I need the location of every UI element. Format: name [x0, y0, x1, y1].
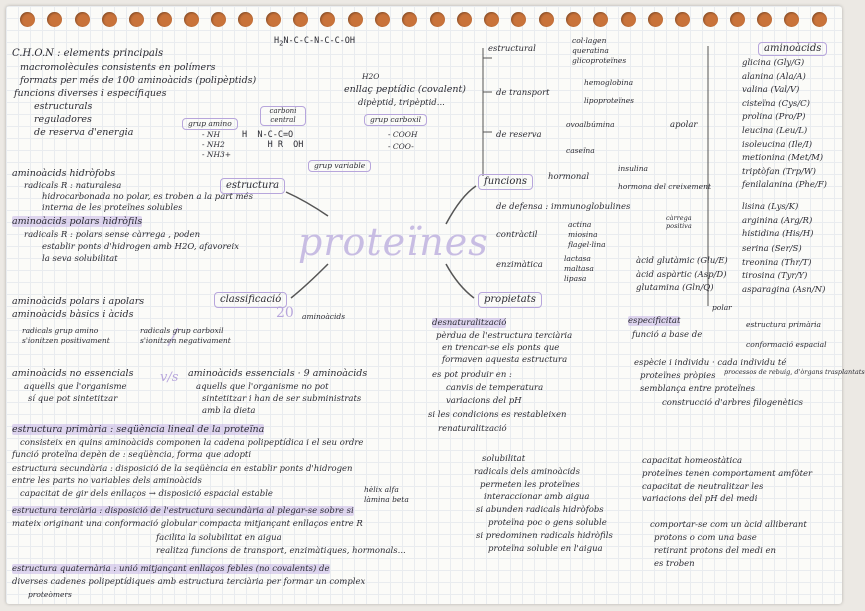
tertiary-detail: facilita la solubilitat en aigua: [156, 533, 282, 543]
amino-acid-item: serina (Ser/S): [742, 244, 802, 254]
hydrophilic-line: radicals R : polars sense càrrega , poden: [24, 230, 201, 240]
peptide-bond-label: enllaç peptídic (covalent): [344, 84, 467, 95]
function-example: glicoproteïnes: [572, 56, 627, 65]
formed-line: formats per més de 100 aminoàcids (polipèptids): [20, 75, 257, 86]
arrow-to-estructura: [286, 192, 328, 216]
radicals-amino: s'ionitzen positivament: [22, 336, 110, 345]
specificity-item: conformació espacial: [746, 340, 827, 349]
function-structural: estructural: [488, 44, 536, 54]
tertiary-detail: realitza funcions de transport, enzimàtiques, hormonals...: [156, 546, 406, 556]
nh-item: - NH: [202, 130, 221, 139]
solubility-line: proteïna soluble en l'aigua: [488, 544, 603, 554]
amino-acid-item: tirosina (Tyr/Y): [742, 271, 808, 282]
twenty-count: 20: [276, 305, 294, 321]
node-funcions: funcions: [478, 174, 533, 190]
hydrophobic-line: interna de les proteïnes solubles: [42, 203, 183, 213]
cooh-item: - COOH: [388, 130, 418, 139]
central-carbon-label: carboni central: [260, 106, 306, 126]
specificity-line: proteïnes pròpies: [640, 371, 716, 381]
node-classificacio: classificació: [214, 292, 287, 308]
peptides-label: dipèptid, tripèptid...: [358, 98, 445, 108]
essential: aminoàcids essencials · 9 aminoàcids: [188, 368, 368, 379]
specificity-title: especificitat: [628, 316, 681, 326]
function-reserve: de reserva: [496, 130, 542, 140]
solubility-line: permeten les proteïnes: [480, 480, 580, 490]
solubility-line: si predominen radicals hidròfils: [476, 531, 613, 541]
amino-acid-item: lisina (Lys/K): [742, 202, 799, 212]
amino-acid-item: treonina (Thr/T): [742, 257, 812, 268]
buffer-title: capacitat homeostàtica: [642, 456, 743, 466]
denaturation-title: desnaturalització: [432, 318, 507, 328]
amino-acid-item: alanina (Ala/A): [742, 71, 806, 82]
solubility-line: radicals dels aminoàcids: [474, 467, 580, 477]
amino-acid-item: valina (Val/V): [742, 85, 800, 96]
function-example: hemoglobina: [584, 78, 634, 87]
function-item: reguladores: [34, 114, 92, 125]
quaternary-detail: proteòmers: [28, 590, 72, 599]
primary-structure: estructura primària : seqüència lineal de la proteïna: [12, 424, 265, 435]
function-contractile: contràctil: [496, 230, 538, 240]
function-example: lipoproteïnes: [584, 96, 634, 105]
specificity-note: processos de rebuig, d'òrgans trasplantats: [724, 368, 865, 376]
functions-bracket: [483, 48, 492, 176]
function-example: actina: [568, 220, 592, 229]
primary-detail: consisteix en quins aminoàcids componen la cadena polipeptídica i el seu ordre: [20, 438, 364, 448]
amino-acid-item: leucina (Leu/L): [742, 126, 808, 136]
notebook-page: [6, 6, 865, 604]
hydrophilic-line: establir ponts d'hidrogen amb H2O, afavoreix: [42, 242, 240, 252]
carboxyl-group-label: grup carboxil: [364, 114, 427, 126]
secondary-structure: estructura secundària : disposició de la seqüència en establir ponts d'hidrogen: [12, 464, 353, 474]
polar-label: polar: [712, 303, 732, 312]
secondary-detail: capacitat de gir dels enllaços → disposició espacial estable: [20, 489, 273, 499]
solubility-line: interaccionar amb aigua: [484, 492, 590, 502]
function-example: ovoalbúmina: [566, 120, 615, 129]
essential-desc: sintetitzar i han de ser subministrats: [202, 394, 362, 404]
twenty-label: aminoàcids: [302, 312, 346, 321]
function-example: caseïna: [566, 146, 595, 155]
denaturation-produce: es pot produir en :: [432, 370, 512, 380]
peptide-formula: $H_2N-C-C-N-C-C-OH$: [274, 36, 356, 48]
positive-label: càrrega positiva: [666, 214, 692, 230]
specificity-line: construcció d'arbres filogenètics: [662, 398, 803, 408]
nh-item: - NH3+: [202, 150, 232, 159]
arrow-to-funcions: [446, 186, 476, 224]
amino-acid-item: histidina (His/H): [742, 229, 814, 240]
functions-line: funcions diverses i específiques: [14, 88, 167, 99]
page-title: proteïnes: [298, 220, 489, 264]
quaternary-structure: estructura quaternària : unió mitjançant enllaços febles (no covalents) de: [12, 564, 330, 574]
function-hormonal: hormonal: [548, 172, 590, 182]
buffer-line: proteïnes tenen comportament amfòter: [642, 469, 813, 479]
tertiary-structure: estructura terciària : disposició de l'estructura secundària al plegar-se sobre si: [12, 506, 354, 516]
amino-acid-item: glicina (Gly/G): [742, 58, 805, 68]
function-transport: de transport: [496, 88, 550, 98]
amino-acid-item: àcid glutàmic (Glu/E): [636, 256, 728, 266]
solubility-line: proteïna poc o gens soluble: [488, 518, 607, 528]
amino-acid-item: prolina (Pro/P): [742, 112, 806, 123]
amino-acid-item: glutamina (Gln/Q): [636, 283, 714, 294]
function-example: lactasa: [564, 254, 591, 263]
essential-desc: aquells que l'organisme no pot: [196, 382, 329, 392]
function-example: insulina: [618, 164, 649, 173]
variable-group-label: grup variable: [308, 160, 371, 172]
secondary-detail: entre les parts no variables dels aminoàcids: [12, 476, 202, 486]
function-example: col·lagen: [572, 36, 607, 45]
buffer-line: variacions del pH del medi: [642, 494, 758, 504]
radicals-amino: radicals grup amino: [22, 326, 99, 335]
non-essential-desc: sí que pot sintetitzar: [28, 394, 118, 404]
function-example: hormona del creixement: [618, 182, 711, 191]
specificity-line: espècie i individu · cada individu té: [634, 358, 787, 368]
solubility-title: solubilitat: [482, 454, 526, 464]
arrow-to-propietats: [446, 264, 474, 298]
non-essential: aminoàcids no essencials: [12, 368, 134, 379]
renaturation: renaturalització: [438, 424, 507, 434]
vs-label: v/s: [160, 370, 179, 385]
radicals-carboxil: radicals grup carboxil: [140, 326, 224, 335]
amino-acid-item: arginina (Arg/R): [742, 215, 813, 226]
amino-acid-item: triptòfan (Trp/W): [742, 166, 816, 177]
denaturation-line: pèrdua de l'estructura terciària: [436, 331, 573, 341]
function-example: miosina: [568, 230, 598, 239]
denaturation-restore: si les condicions es restableixen: [428, 410, 567, 420]
non-essential-desc: aquells que l'organisme: [24, 382, 127, 392]
denaturation-line: en trencar-se els ponts que: [442, 343, 560, 353]
tertiary-detail: mateix originant una conformació globular compacta mitjançant enllaços entre R: [12, 519, 363, 529]
hydrophobic-title: aminoàcids hidròfobs: [12, 168, 116, 179]
amino-acid-item: fenilalanina (Phe/F): [742, 180, 827, 191]
helix-item: hèlix alfa: [364, 485, 399, 494]
denaturation-line: formaven aquesta estructura: [442, 355, 568, 365]
polar-apolar: aminoàcids polars i apolars: [12, 296, 145, 307]
nh-item: - NH2: [202, 140, 225, 149]
solubility-line: si abunden radicals hidròfobs: [476, 505, 604, 515]
function-enzymatic: enzimàtica: [496, 260, 543, 270]
function-example: maltasa: [564, 264, 594, 273]
function-example: lipasa: [564, 274, 587, 283]
elements-line: C.H.O.N : elements principals: [12, 48, 164, 59]
essential-desc: amb la dieta: [202, 406, 256, 416]
macro-line: macromolècules consistents en polímers: [20, 62, 216, 73]
amino-acid-item: metionina (Met/M): [742, 153, 824, 164]
cooh-item: - COO-: [388, 142, 414, 151]
amino-group-label: grup amino: [182, 118, 238, 130]
buffer-line: es troben: [654, 559, 695, 569]
amino-acid-item: àcid aspàrtic (Asp/D): [636, 269, 727, 280]
amino-acid-item: asparagina (Asn/N): [742, 284, 826, 295]
hydrophilic-title: aminoàcids polars hidròfils: [12, 216, 143, 227]
node-propietats: propietats: [478, 292, 542, 308]
amino-list-title: aminoàcids: [758, 42, 827, 56]
amino-acid-item: isoleucina (Ile/I): [742, 139, 813, 150]
hydrophilic-line: la seva solubilitat: [42, 254, 118, 264]
buffer-line: comportar-se com un àcid alliberant: [650, 520, 807, 530]
function-item: estructurals: [34, 101, 93, 112]
primary-detail: funció proteïna depèn de : seqüència, forma que adopti: [12, 450, 252, 460]
water-label: H2O: [362, 72, 380, 81]
denaturation-cause: canvis de temperatura: [446, 383, 544, 393]
specificity-line: funció a base de: [632, 330, 703, 340]
quaternary-detail: diverses cadenes polipeptídiques amb estructura terciària per formar un complex: [12, 577, 366, 587]
function-example: queratina: [572, 46, 609, 55]
radicals-carboxil: s'ionitzen negativament: [140, 336, 231, 345]
function-item: de reserva d'energia: [34, 127, 134, 138]
amino-acid-item: cisteïna (Cys/C): [742, 98, 810, 109]
specificity-item: estructura primària: [746, 320, 822, 329]
arrow-to-classificacio: [291, 264, 328, 298]
function-example: flagel·lina: [568, 240, 606, 249]
hydrophobic-line: hidrocarbonada no polar, es troben a la part més: [42, 192, 253, 202]
apolar-label: apolar: [670, 120, 698, 130]
buffer-line: capacitat de neutralitzar les: [642, 482, 764, 492]
hydrophobic-line: radicals R : naturalesa: [24, 181, 122, 191]
function-defense: de defensa : immunoglobulines: [496, 202, 631, 212]
specificity-line: semblança entre proteïnes: [640, 384, 756, 394]
denaturation-cause: variacions del pH: [446, 396, 522, 406]
buffer-line: retirant protons del medi en: [654, 546, 776, 556]
basic-acid: aminoàcids bàsics i àcids: [12, 309, 134, 320]
buffer-line: protons o com una base: [654, 533, 757, 543]
amino-acid-skeleton: H N-C-C=O H R OH: [242, 130, 304, 150]
helix-item: làmina beta: [364, 495, 409, 504]
node-estructura: estructura: [220, 178, 285, 194]
